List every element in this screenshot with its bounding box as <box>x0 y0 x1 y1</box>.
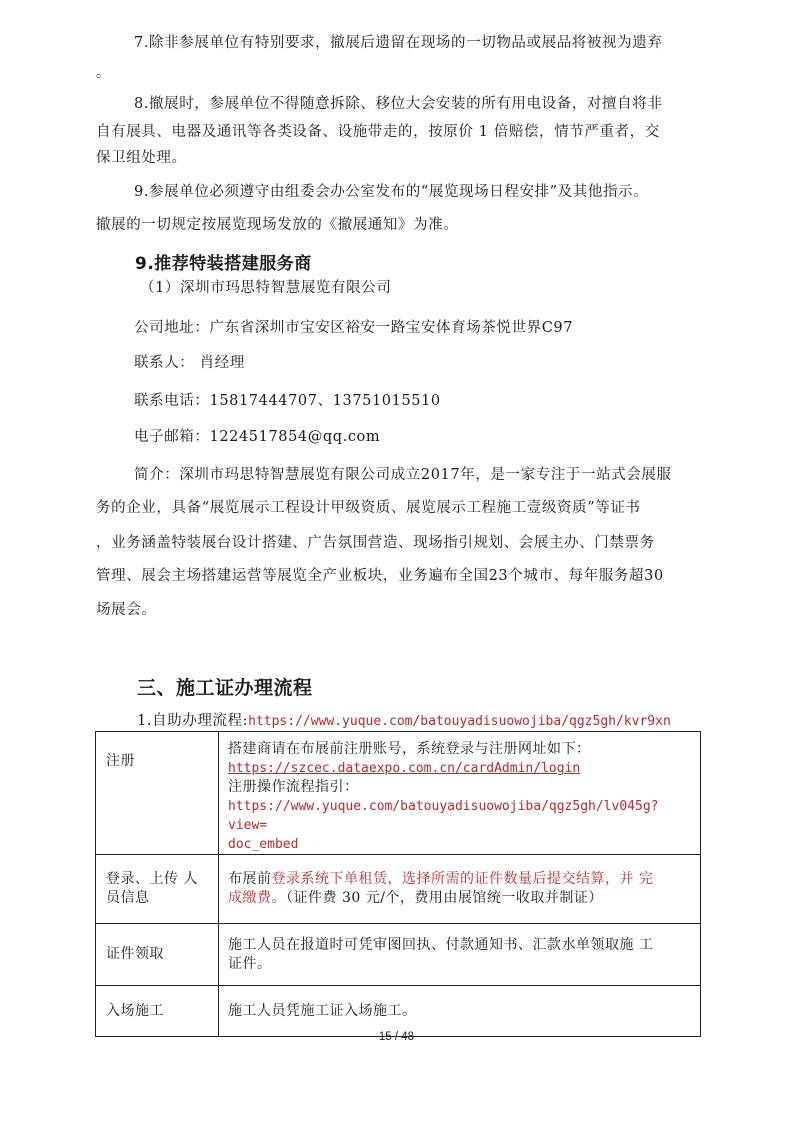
upload-prefix: 布展前 <box>228 871 272 887</box>
company-intro-line1: 简介：深圳市玛思特智慧展览有限公司成立2017年，是一家专注于一站式会展服 <box>134 467 672 483</box>
row-entry-value: 施工人员凭施工证入场施工。 <box>219 986 701 1037</box>
para-8-line1: 8.撤展时，参展单位不得随意拆除、移位大会安装的所有用电设备，对擅自将非 <box>134 96 663 112</box>
para-8-line2: 自有展具、电器及通讯等各类设备、设施带走的，按原价 1 倍赔偿，情节严重者，交 <box>96 124 660 140</box>
step1-line <box>137 709 671 730</box>
upload-fee-note: （证件费 30 元/个，费用由展馆统一收取并制证） <box>286 890 603 906</box>
para-7-line1: 7.除非参展单位有特别要求，撤展后遗留在现场的一切物品或展品将被视为遗弃 <box>134 35 663 51</box>
company-intro-line2: 务的企业，具备“展览展示工程设计甲级资质、展览展示工程施工壹级资质”等证书 <box>96 500 641 516</box>
table-row <box>96 986 701 1037</box>
company-address: 公司地址：广东省深圳市宝安区裕安一路宝安体育场茶悦世界C97 <box>134 320 574 336</box>
step1-label: 1.自助办理流程: <box>137 713 249 729</box>
upload-order-text: 登录系统下单租赁，选择所需的证件数量后提交结算，并 完 <box>271 871 654 887</box>
company-intro-line5: 场展会。 <box>96 602 157 618</box>
company-intro-line4: 管理、展会主场搭建运营等展览全产业板块，业务遍布全国23个城市、每年服务超30 <box>96 568 664 584</box>
register-login-link[interactable]: https://szcec.dataexpo.com.cn/cardAdmin/login <box>228 761 581 776</box>
company-phone: 联系电话：15817444707、13751015510 <box>134 393 441 409</box>
para-7-line2: 。 <box>96 65 112 81</box>
permit-flow-table <box>95 731 701 1037</box>
upload-pay-text: 成缴费。 <box>228 890 286 906</box>
step1-url[interactable]: https://www.yuque.com/batouyadisuowojiba/qgz5gh/kvr9xn <box>248 714 671 729</box>
row-register-value <box>219 732 701 855</box>
row-entry-key: 入场施工 <box>96 986 219 1037</box>
company-email: 电子邮箱：1224517854@qq.com <box>134 429 381 445</box>
row-upload-value <box>219 855 701 924</box>
para-8-line3: 保卫组处理。 <box>96 150 187 166</box>
table-row <box>96 855 701 924</box>
row-upload-key: 登录、上传 人 员信息 <box>96 855 219 924</box>
register-guide-label: 注册操作流程指引： <box>228 779 359 795</box>
section-3-heading: 三、施工证办理流程 <box>137 677 313 699</box>
register-instruction: 搭建商请在布展前注册账号，系统登录与注册网址如下： <box>228 741 591 757</box>
para-9-line2: 撤展的一切规定按展览现场发放的《撤展通知》为准。 <box>96 217 459 233</box>
page-number: 15 / 48 <box>378 1031 415 1043</box>
row-collect-value: 施工人员在报道时可凭审图回执、付款通知书、汇款水单领取施 工 证件。 <box>219 924 701 986</box>
register-guide-link-cont[interactable]: doc_embed <box>228 837 299 852</box>
company-contact: 联系人： 肖经理 <box>134 355 245 371</box>
table-row <box>96 924 701 986</box>
company-intro-line3: ，业务涵盖特装展台设计搭建、广告氛围营造、现场指引规划、会展主办、门禁票务 <box>96 535 655 551</box>
para-9-line1: 9.参展单位必须遵守由组委会办公室发布的“展览现场日程安排”及其他指示。 <box>134 184 649 200</box>
row-collect-key: 证件领取 <box>96 924 219 986</box>
register-guide-link[interactable]: https://www.yuque.com/batouyadisuowojiba/qgz5gh/lv045g?view= <box>228 799 659 833</box>
table-row <box>96 732 701 855</box>
company-name: （1）深圳市玛思特智慧展览有限公司 <box>140 280 392 296</box>
row-register-key: 注册 <box>96 732 219 855</box>
section-9-heading: 9.推荐特装搭建服务商 <box>135 254 312 274</box>
